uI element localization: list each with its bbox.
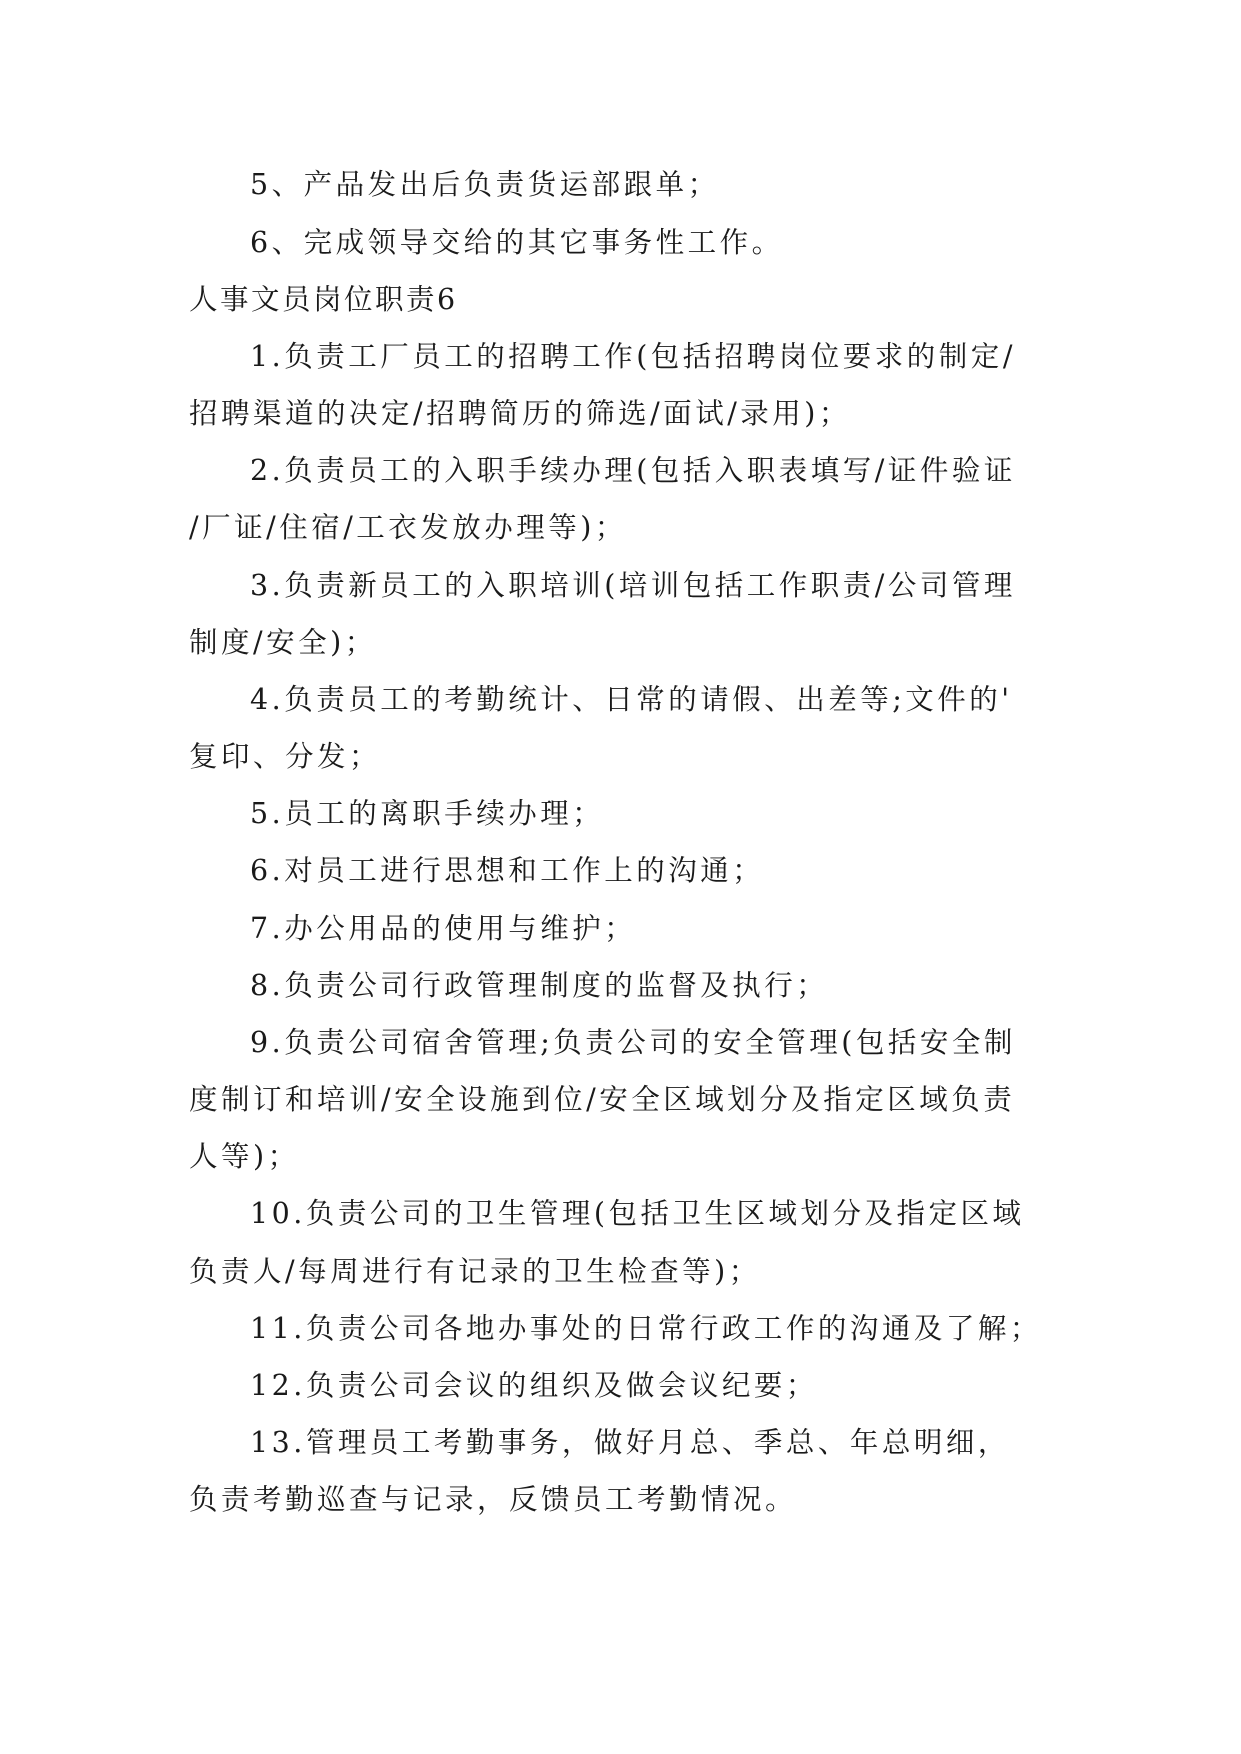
duty-9-line-3: 人等)； xyxy=(189,1140,300,1173)
intro-item-6: 6、完成领导交给的其它事务性工作。 xyxy=(250,226,784,259)
duty-13-line-2: 负责考勤巡查与记录，反馈员工考勤情况。 xyxy=(189,1483,798,1516)
duty-10-line-2: 负责人/每周进行有记录的卫生检查等)； xyxy=(189,1255,761,1288)
intro-item-5: 5、产品发出后负责货运部跟单； xyxy=(250,168,720,201)
duty-9-line-1: 9.负责公司宿舍管理;负责公司的安全管理(包括安全制 xyxy=(250,1026,1016,1059)
duty-1-line-2: 招聘渠道的决定/招聘简历的筛选/面试/录用)； xyxy=(189,397,851,430)
duty-13-line-1: 13.管理员工考勤事务，做好月总、季总、年总明细， xyxy=(250,1426,1010,1459)
duty-5: 5.员工的离职手续办理； xyxy=(250,797,605,830)
duty-3-line-1: 3.负责新员工的入职培训(培训包括工作职责/公司管理 xyxy=(250,569,1016,602)
duty-4-line-2: 复印、分发； xyxy=(189,740,382,773)
duty-2-line-1: 2.负责员工的入职手续办理(包括入职表填写/证件验证 xyxy=(250,454,1016,487)
duty-9-line-2: 度制订和培训/安全设施到位/安全区域划分及指定区域负责 xyxy=(189,1083,1016,1116)
duty-12: 12.负责公司会议的组织及做会议纪要； xyxy=(250,1369,818,1402)
duty-8: 8.负责公司行政管理制度的监督及执行； xyxy=(250,969,829,1002)
duty-4-line-1: 4.负责员工的考勤统计、日常的请假、出差等;文件的' xyxy=(250,683,1013,716)
duty-11: 11.负责公司各地办事处的日常行政工作的沟通及了解； xyxy=(250,1312,1042,1345)
duty-3-line-2: 制度/安全)； xyxy=(189,626,377,659)
section-title: 人事文员岗位职责6 xyxy=(189,283,458,316)
duty-10-line-1: 10.负责公司的卫生管理(包括卫生区域划分及指定区域 xyxy=(250,1197,1025,1230)
duty-1-line-1: 1.负责工厂员工的招聘工作(包括招聘岗位要求的制定/ xyxy=(250,340,1016,373)
duty-2-line-2: /厂证/住宿/工衣发放办理等)； xyxy=(189,511,627,544)
duty-6: 6.对员工进行思想和工作上的沟通； xyxy=(250,854,765,887)
duty-7: 7.办公用品的使用与维护； xyxy=(250,912,637,945)
